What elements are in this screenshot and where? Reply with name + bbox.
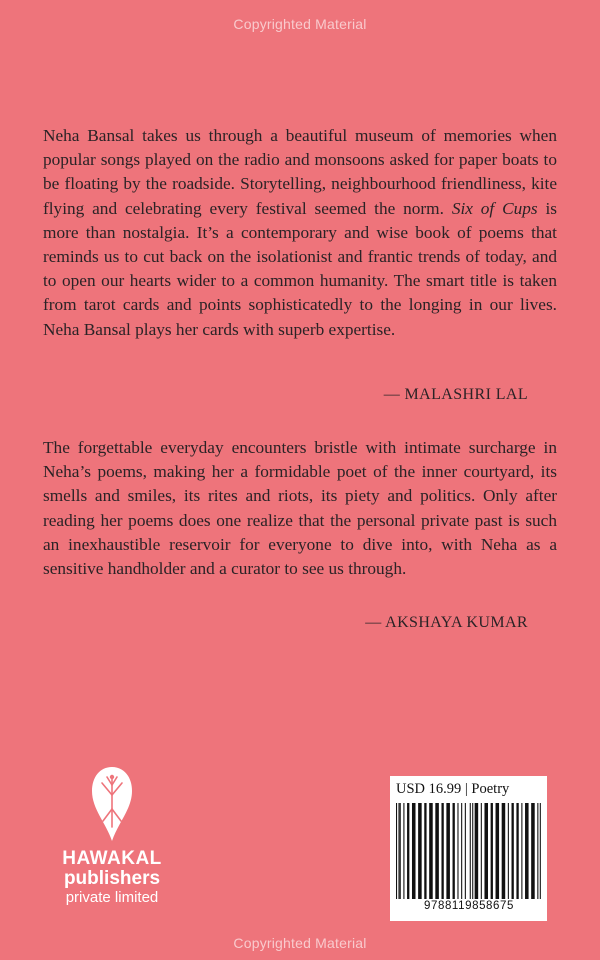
barcode-bar	[441, 803, 443, 899]
price-label: USD 16.99 | Poetry	[396, 781, 510, 797]
barcode-bar	[481, 803, 482, 899]
barcode-bar	[540, 803, 541, 899]
barcode-bar	[400, 803, 401, 899]
blurb-akshaya-kumar: The forgettable everyday encounters bristle with intimate surcharge in Neha’s poems, making her a formidable poet of the inner courtyard, its smells and smiles, its rites and riots, its piety and politics. Only after reading her poems does one realize that the personal private past is such an inexhaustible reservoir for everyone to dive into, with Neha as a sensitive handholder and a curator to see us through.	[43, 438, 557, 579]
barcode-bar	[472, 803, 473, 899]
attribution-malashri-lal: — MALASHRI LAL	[383, 386, 528, 403]
publisher-line3: private limited	[65, 889, 159, 906]
blurb-text-part: Neha Bansal takes us through a beautiful museum of memories when popular songs played on the radio and monsoons asked for paper boats to be floating by the roadside. Storytelling, neighbourhood friendliness, kite flying and celebrating every festival seemed the norm.	[43, 126, 557, 218]
barcode-bar	[496, 803, 500, 899]
hawakal-emblem-icon	[90, 765, 134, 843]
barcode-bar	[398, 803, 399, 899]
publisher-name: HAWAKAL	[62, 848, 162, 869]
blurb-malashri-lal	[43, 124, 557, 342]
barcode-bar	[470, 803, 471, 899]
isbn-barcode	[396, 803, 541, 899]
barcode-box	[390, 776, 547, 921]
barcode-bar	[491, 803, 493, 899]
watermark-top: Copyrighted Material	[233, 16, 367, 32]
attribution-akshaya-kumar: — AKSHAYA KUMAR	[365, 614, 528, 631]
barcode-bar	[508, 803, 509, 899]
barcode-bar	[531, 803, 535, 899]
isbn-number: 9788119858675	[423, 900, 515, 912]
barcode-bar	[412, 803, 416, 899]
barcode-bar	[407, 803, 409, 899]
barcode-bar	[521, 803, 522, 899]
barcode-bar	[502, 803, 506, 899]
barcode-bar	[403, 803, 404, 899]
barcode-bar	[424, 803, 426, 899]
barcode-bar	[516, 803, 518, 899]
barcode-bar	[429, 803, 433, 899]
blurb-text-part: is more than nostalgia. It’s a contemporary and wise book of poems that reminds us to cut back on the isolationist and frantic trends of today, and to open our hearts wider to a common humanity. The smart title is taken from tarot cards and points sophisticatedly to the longing in our lives. Neha Bansal plays her cards with superb expertise.	[43, 198, 557, 339]
book-title-italic: Six of Cups	[451, 198, 538, 218]
barcode-bar	[446, 803, 450, 899]
barcode-bar	[457, 803, 458, 899]
barcode-bar	[461, 803, 462, 899]
publisher-logo	[62, 765, 162, 907]
watermark-bottom: Copyrighted Material	[233, 935, 367, 951]
barcode-bar	[418, 803, 422, 899]
barcode-bar	[512, 803, 514, 899]
barcode-bar	[537, 803, 538, 899]
barcode-bar	[435, 803, 439, 899]
barcode-bar	[453, 803, 455, 899]
barcode-bar	[475, 803, 479, 899]
barcode-bar	[465, 803, 466, 899]
barcode-bar	[484, 803, 488, 899]
barcode-bar	[396, 803, 397, 899]
barcode-bar	[525, 803, 529, 899]
publisher-line2: publishers	[63, 868, 161, 889]
